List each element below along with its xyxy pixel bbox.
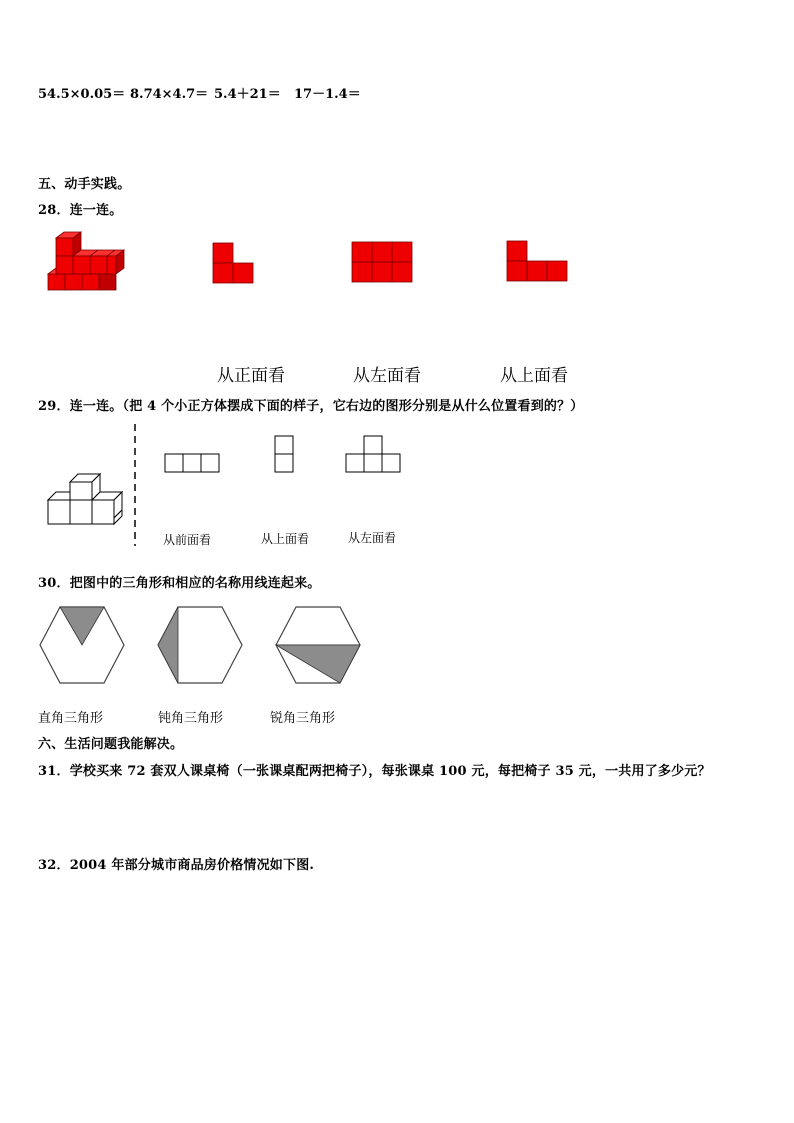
q28-view-shape-1	[212, 242, 256, 284]
question-31-text: 31．学校买来 72 套双人课桌椅（一张课桌配两把椅子），每张课桌 100 元，每把椅子 35 元，一共用了多少元？	[38, 764, 711, 779]
calc-item-1: 54.5×0.05＝	[38, 87, 126, 102]
section-6-heading: 六、生活问题我能解决。	[38, 737, 184, 752]
q29-view-shape-column	[274, 435, 296, 475]
section-5-heading: 五、动手实践。	[38, 177, 131, 192]
q30-name-obtuse: 钝角三角形	[158, 711, 224, 726]
q30-hexagon-right-triangle	[38, 605, 128, 685]
q29-label-top: 从上面看	[261, 532, 310, 546]
q29-cube-solid	[44, 470, 128, 534]
q28-label-top: 从上面看	[500, 366, 568, 386]
q28-cube-solid	[44, 228, 128, 292]
calc-item-2: 8.74×4.7＝	[130, 87, 209, 102]
calc-item-4: 17－1.4＝	[294, 87, 361, 102]
q29-label-front: 从前面看	[163, 533, 212, 547]
q28-label-left: 从左面看	[353, 366, 421, 386]
question-30-title: 30．把图中的三角形和相应的名称用线连起来。	[38, 576, 321, 591]
q28-view-shape-2	[351, 241, 415, 285]
q28-label-front: 从正面看	[217, 366, 285, 386]
q29-label-left: 从左面看	[348, 531, 397, 545]
q30-name-acute: 锐角三角形	[270, 711, 336, 726]
question-29-title: 29．连一连。（把 4 个小正方体摆成下面的样子，它右边的图形分别是从什么位置看到的？）	[38, 399, 584, 414]
calc-item-3: 5.4＋21＝	[214, 87, 281, 102]
q30-hexagon-acute-triangle	[274, 605, 364, 685]
q29-view-shape-row	[164, 453, 222, 473]
q29-view-shape-t	[345, 435, 403, 475]
question-28-title: 28．连一连。	[38, 203, 123, 218]
q30-hexagon-obtuse-triangle	[156, 605, 246, 685]
q28-view-shape-3	[506, 240, 570, 284]
q29-dashed-divider	[132, 424, 138, 546]
question-32-text: 32．2004 年部分城市商品房价格情况如下图.	[38, 858, 315, 873]
q30-name-right: 直角三角形	[38, 711, 104, 726]
